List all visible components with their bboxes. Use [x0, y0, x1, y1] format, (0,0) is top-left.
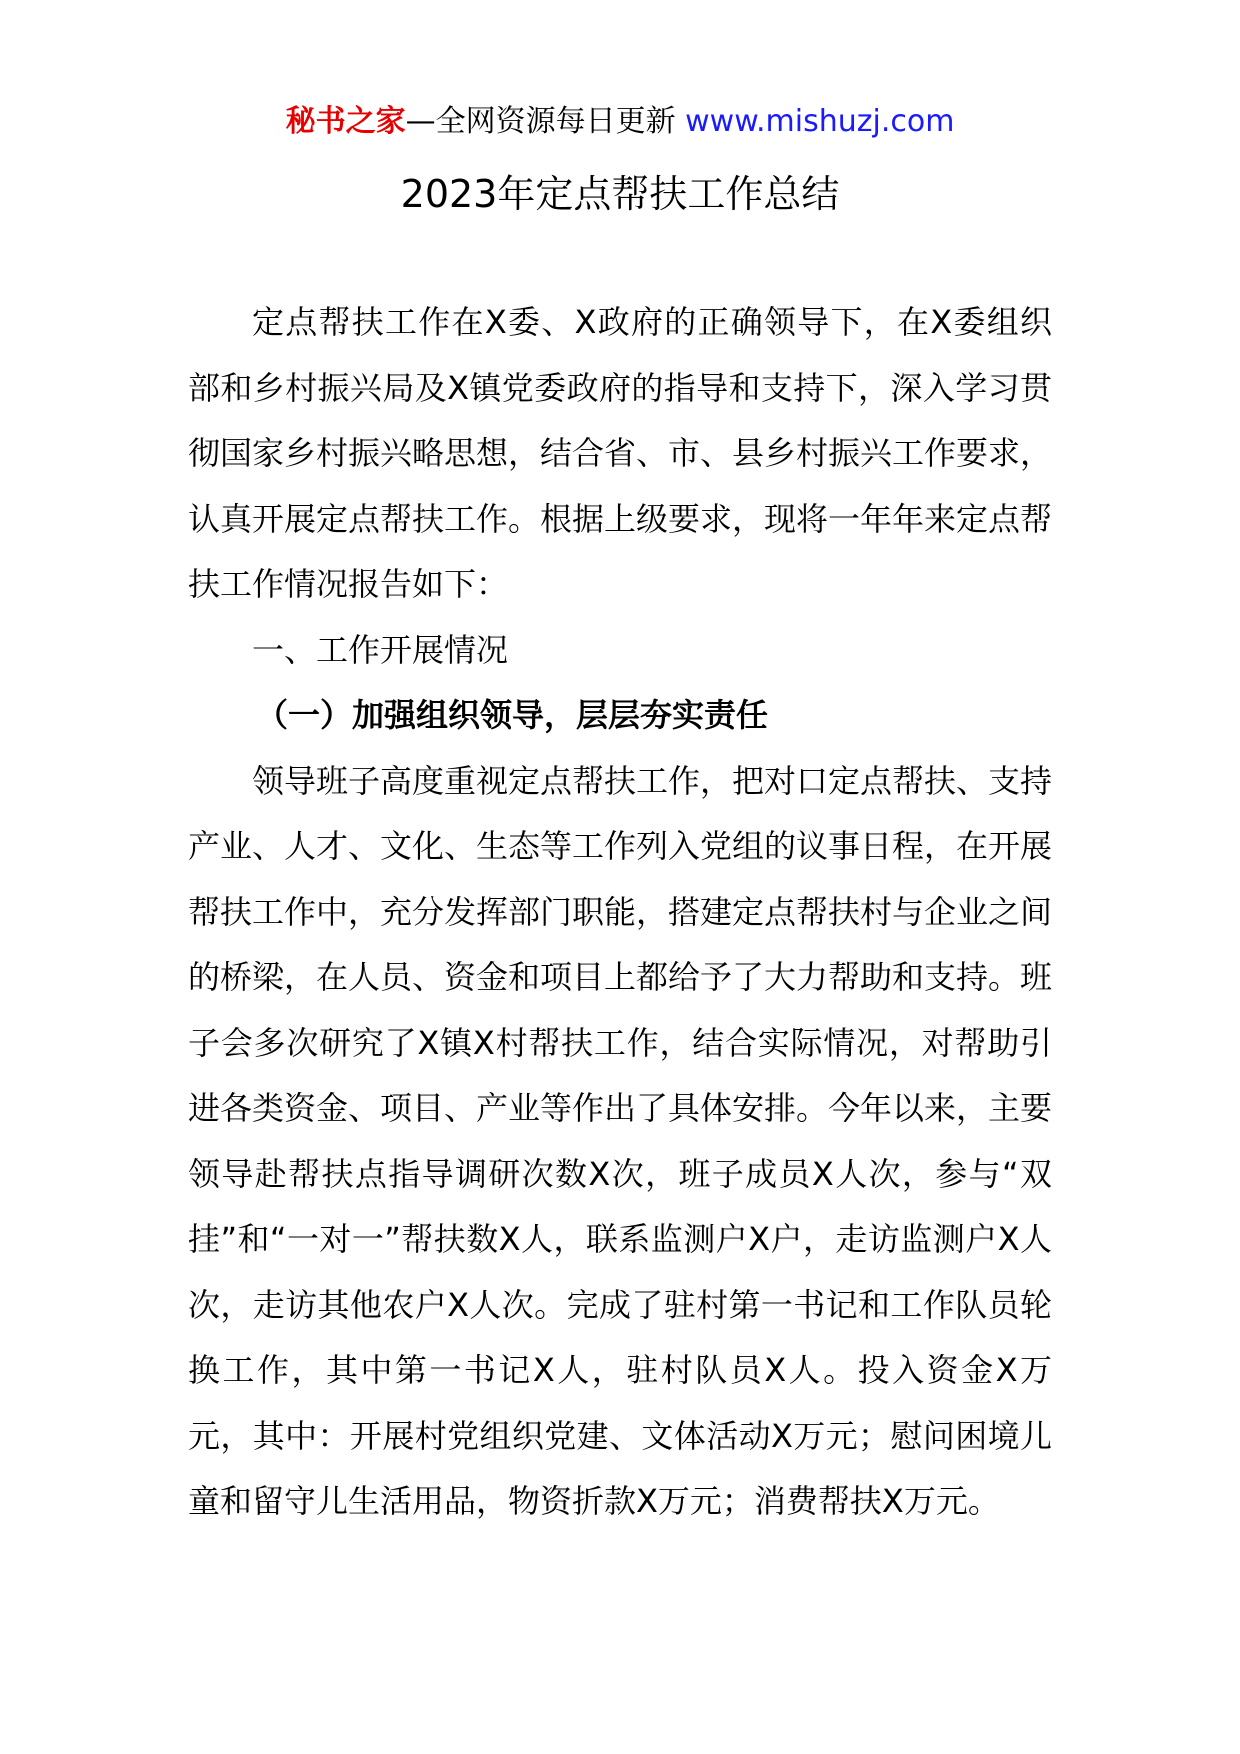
site-slogan: —全网资源每日更新 — [405, 104, 676, 139]
site-name: 秘书之家 — [285, 104, 406, 139]
section-heading: 一、工作开展情况 — [252, 630, 509, 669]
subsection-heading: （一）加强组织领导，层层夯实责任 — [256, 696, 769, 734]
document-body — [188, 290, 1052, 1535]
subsection-paragraph: 领导班子高度重视定点帮扶工作，把对口定点帮扶、支持产业、人才、文化、生态等工作列入党组的议事日程，在开展帮扶工作中，充分发挥部门职能，搭建定点帮扶村与企业之间的桥梁，在人员、资金和项目上都给予了大力帮助和支持。班子会多次研究了X镇X村帮扶工作，结合实际情况，对帮助引进各类资金、项目、产业等作出了具体安排。今年以来，主要领导赴帮扶点指导调研次数X次，班子成员X人次，参与“双挂”和“一对一”帮扶数X人，联系监测户X户，走访监测户X人次，走访其他农户X人次。完成了驻村第一书记和工作队员轮换工作，其中第一书记X人，驻村队员X人。投入资金X万元，其中：开展村党组织党建、文体活动X万元；慰问困境儿童和留守儿生活用品，物资折款X万元；消费帮扶X万元。 — [188, 761, 1053, 1520]
document-title: 2023年定点帮扶工作总结 — [400, 172, 840, 216]
intro-paragraph: 定点帮扶工作在X委、X政府的正确领导下，在X委组织部和乡村振兴局及X镇党委政府的指导和支持下，深入学习贯彻国家乡村振兴略思想，结合省、市、县乡村振兴工作要求，认真开展定点帮扶工作。根据上级要求，现将一年年来定点帮扶工作情况报告如下： — [188, 303, 1053, 603]
site-url-link[interactable]: www.mishuzj.com — [685, 104, 955, 139]
site-header — [0, 100, 1240, 144]
